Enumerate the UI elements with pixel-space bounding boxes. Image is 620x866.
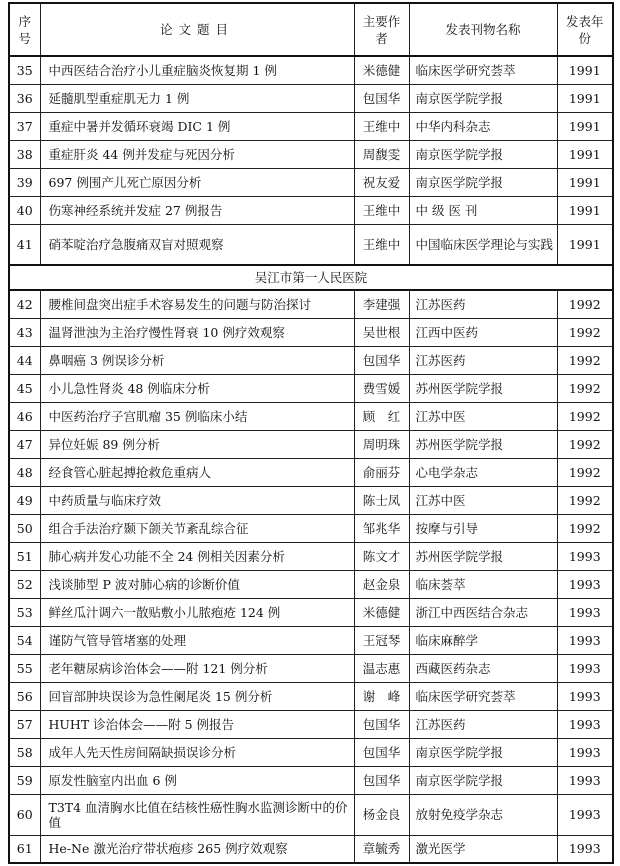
paper-title-cell: 回盲部肿块误诊为急性阑尾炎 15 例分析 — [40, 682, 354, 710]
serial-number-cell: 58 — [9, 738, 40, 766]
table-row — [9, 794, 613, 835]
table-row — [9, 486, 613, 514]
table-row — [9, 738, 613, 766]
year-cell: 1993 — [557, 598, 613, 626]
author-cell: 包国华 — [354, 766, 409, 794]
year-cell: 1991 — [557, 112, 613, 140]
year-cell: 1993 — [557, 835, 613, 863]
serial-number-cell: 38 — [9, 140, 40, 168]
year-cell: 1992 — [557, 458, 613, 486]
table-row — [9, 710, 613, 738]
paper-title-cell: HUHT 诊治体会——附 5 例报告 — [40, 710, 354, 738]
table-row — [9, 56, 613, 84]
header-journal-name: 发表刊物名称 — [409, 3, 557, 56]
journal-cell: 江苏医药 — [409, 290, 557, 318]
paper-title-cell: 腰椎间盘突出症手术容易发生的问题与防治探讨 — [40, 290, 354, 318]
table-row — [9, 224, 613, 265]
year-cell: 1991 — [557, 196, 613, 224]
author-cell: 杨金良 — [354, 794, 409, 835]
journal-cell: 临床医学研究荟萃 — [409, 56, 557, 84]
paper-title-cell: 组合手法治疗颞下颌关节紊乱综合征 — [40, 514, 354, 542]
journal-cell: 中华内科杂志 — [409, 112, 557, 140]
table-row — [9, 168, 613, 196]
paper-title-cell: 中药质量与临床疗效 — [40, 486, 354, 514]
table-row — [9, 570, 613, 598]
author-cell: 邹兆华 — [354, 514, 409, 542]
paper-title-cell: 成年人先天性房间隔缺损误诊分析 — [40, 738, 354, 766]
paper-title-cell: 伤寒神经系统并发症 27 例报告 — [40, 196, 354, 224]
author-cell: 温志惠 — [354, 654, 409, 682]
journal-cell: 江苏中医 — [409, 486, 557, 514]
serial-number-cell: 49 — [9, 486, 40, 514]
header-serial-number: 序号 — [9, 3, 40, 56]
journal-cell: 临床医学研究荟萃 — [409, 682, 557, 710]
table-row — [9, 374, 613, 402]
serial-number-cell: 48 — [9, 458, 40, 486]
serial-number-cell: 59 — [9, 766, 40, 794]
serial-number-cell: 42 — [9, 290, 40, 318]
serial-number-cell: 40 — [9, 196, 40, 224]
paper-title-cell: 原发性脑室内出血 6 例 — [40, 766, 354, 794]
year-cell: 1993 — [557, 766, 613, 794]
journal-cell: 南京医学院学报 — [409, 140, 557, 168]
author-cell: 陈文才 — [354, 542, 409, 570]
serial-number-cell: 44 — [9, 346, 40, 374]
serial-number-cell: 61 — [9, 835, 40, 863]
author-cell: 陈士凤 — [354, 486, 409, 514]
serial-number-cell: 51 — [9, 542, 40, 570]
serial-number-cell: 36 — [9, 84, 40, 112]
author-cell: 祝友爱 — [354, 168, 409, 196]
serial-number-cell: 47 — [9, 430, 40, 458]
author-cell: 章毓秀 — [354, 835, 409, 863]
paper-title-cell: 异位妊娠 89 例分析 — [40, 430, 354, 458]
table-row — [9, 542, 613, 570]
paper-title-cell: 浅谈肺型 P 波对肺心病的诊断价值 — [40, 570, 354, 598]
serial-number-cell: 57 — [9, 710, 40, 738]
journal-cell: 苏州医学院学报 — [409, 542, 557, 570]
paper-title-cell: T3T4 血清胸水比值在结核性癌性胸水监测诊断中的价值 — [40, 794, 354, 835]
author-cell: 王维中 — [354, 112, 409, 140]
serial-number-cell: 43 — [9, 318, 40, 346]
author-cell: 王维中 — [354, 196, 409, 224]
paper-title-cell: 鼻咽癌 3 例误诊分析 — [40, 346, 354, 374]
serial-number-cell: 45 — [9, 374, 40, 402]
author-cell: 米德健 — [354, 598, 409, 626]
year-cell: 1993 — [557, 626, 613, 654]
year-cell: 1991 — [557, 84, 613, 112]
year-cell: 1992 — [557, 430, 613, 458]
author-cell: 包国华 — [354, 710, 409, 738]
paper-title-cell: 鲜丝瓜汁调六一散贴敷小儿脓疱疮 124 例 — [40, 598, 354, 626]
header-publication-year: 发表年份 — [557, 3, 613, 56]
year-cell: 1993 — [557, 570, 613, 598]
table-body — [9, 56, 613, 863]
author-cell: 米德健 — [354, 56, 409, 84]
author-cell: 王维中 — [354, 224, 409, 265]
table-row — [9, 112, 613, 140]
serial-number-cell: 54 — [9, 626, 40, 654]
author-cell: 谢 峰 — [354, 682, 409, 710]
journal-cell: 江苏中医 — [409, 402, 557, 430]
journal-cell: 西藏医药杂志 — [409, 654, 557, 682]
table-row — [9, 140, 613, 168]
journal-cell: 南京医学院学报 — [409, 766, 557, 794]
year-cell: 1991 — [557, 224, 613, 265]
journal-cell: 临床麻醉学 — [409, 626, 557, 654]
table-row — [9, 682, 613, 710]
author-cell: 包国华 — [354, 738, 409, 766]
year-cell: 1991 — [557, 140, 613, 168]
year-cell: 1992 — [557, 346, 613, 374]
journal-cell: 南京医学院学报 — [409, 738, 557, 766]
year-cell: 1991 — [557, 168, 613, 196]
paper-title-cell: 重症肝炎 44 例并发症与死因分析 — [40, 140, 354, 168]
paper-title-cell: 中医药治疗子宫肌瘤 35 例临床小结 — [40, 402, 354, 430]
year-cell: 1993 — [557, 654, 613, 682]
author-cell: 周馥雯 — [354, 140, 409, 168]
table-row — [9, 514, 613, 542]
journal-cell: 浙江中西医结合杂志 — [409, 598, 557, 626]
author-cell: 吴世根 — [354, 318, 409, 346]
author-cell: 王冠琴 — [354, 626, 409, 654]
table-header-row — [9, 3, 613, 56]
serial-number-cell: 37 — [9, 112, 40, 140]
journal-cell: 临床荟萃 — [409, 570, 557, 598]
journal-cell: 中 级 医 刊 — [409, 196, 557, 224]
table-row — [9, 458, 613, 486]
journal-cell: 苏州医学院学报 — [409, 430, 557, 458]
paper-title-cell: 延髓肌型重症肌无力 1 例 — [40, 84, 354, 112]
journal-cell: 南京医学院学报 — [409, 168, 557, 196]
journal-cell: 江苏医药 — [409, 710, 557, 738]
author-cell: 包国华 — [354, 346, 409, 374]
author-cell: 顾 红 — [354, 402, 409, 430]
journal-cell: 南京医学院学报 — [409, 84, 557, 112]
year-cell: 1992 — [557, 290, 613, 318]
year-cell: 1992 — [557, 402, 613, 430]
year-cell: 1992 — [557, 514, 613, 542]
serial-number-cell: 46 — [9, 402, 40, 430]
year-cell: 1992 — [557, 486, 613, 514]
journal-cell: 中国临床医学理论与实践 — [409, 224, 557, 265]
paper-title-cell: 小儿急性肾炎 48 例临床分析 — [40, 374, 354, 402]
journal-cell: 激光医学 — [409, 835, 557, 863]
table-row — [9, 196, 613, 224]
table-row — [9, 598, 613, 626]
author-cell: 李建强 — [354, 290, 409, 318]
table-row — [9, 402, 613, 430]
serial-number-cell: 50 — [9, 514, 40, 542]
header-paper-title: 论文题目 — [40, 3, 354, 56]
paper-title-cell: 肺心病并发心功能不全 24 例相关因素分析 — [40, 542, 354, 570]
year-cell: 1991 — [557, 56, 613, 84]
table-row — [9, 318, 613, 346]
section-title: 吴江市第一人民医院 — [9, 265, 613, 290]
author-cell: 赵金泉 — [354, 570, 409, 598]
paper-title-cell: 谨防气管导管堵塞的处理 — [40, 626, 354, 654]
journal-cell: 苏州医学院学报 — [409, 374, 557, 402]
paper-title-cell: 重症中暑并发循环衰竭 DIC 1 例 — [40, 112, 354, 140]
journal-cell: 按摩与引导 — [409, 514, 557, 542]
serial-number-cell: 35 — [9, 56, 40, 84]
journal-cell: 江西中医药 — [409, 318, 557, 346]
year-cell: 1993 — [557, 738, 613, 766]
serial-number-cell: 52 — [9, 570, 40, 598]
publication-table — [8, 2, 614, 864]
table-row — [9, 84, 613, 112]
serial-number-cell: 56 — [9, 682, 40, 710]
year-cell: 1992 — [557, 374, 613, 402]
paper-title-cell: 经食管心脏起搏抢救危重病人 — [40, 458, 354, 486]
paper-title-cell: He-Ne 激光治疗带状疱疹 265 例疗效观察 — [40, 835, 354, 863]
header-main-author: 主要作者 — [354, 3, 409, 56]
table-row — [9, 430, 613, 458]
serial-number-cell: 55 — [9, 654, 40, 682]
section-header-row — [9, 265, 613, 290]
table-row — [9, 346, 613, 374]
paper-title-cell: 温肾泄浊为主治疗慢性肾衰 10 例疗效观察 — [40, 318, 354, 346]
paper-title-cell: 697 例围产儿死亡原因分析 — [40, 168, 354, 196]
author-cell: 费雪媛 — [354, 374, 409, 402]
year-cell: 1993 — [557, 710, 613, 738]
paper-title-cell: 老年糖尿病诊治体会——附 121 例分析 — [40, 654, 354, 682]
year-cell: 1993 — [557, 682, 613, 710]
paper-title-cell: 硝苯啶治疗急腹痛双盲对照观察 — [40, 224, 354, 265]
table-row — [9, 835, 613, 863]
author-cell: 包国华 — [354, 84, 409, 112]
table-row — [9, 290, 613, 318]
journal-cell: 心电学杂志 — [409, 458, 557, 486]
year-cell: 1992 — [557, 318, 613, 346]
serial-number-cell: 60 — [9, 794, 40, 835]
journal-cell: 江苏医药 — [409, 346, 557, 374]
serial-number-cell: 41 — [9, 224, 40, 265]
author-cell: 周明珠 — [354, 430, 409, 458]
paper-title-cell: 中西医结合治疗小儿重症脑炎恢复期 1 例 — [40, 56, 354, 84]
serial-number-cell: 53 — [9, 598, 40, 626]
table-row — [9, 766, 613, 794]
year-cell: 1993 — [557, 542, 613, 570]
author-cell: 俞丽芬 — [354, 458, 409, 486]
year-cell: 1993 — [557, 794, 613, 835]
table-row — [9, 626, 613, 654]
table-row — [9, 654, 613, 682]
serial-number-cell: 39 — [9, 168, 40, 196]
journal-cell: 放射免疫学杂志 — [409, 794, 557, 835]
